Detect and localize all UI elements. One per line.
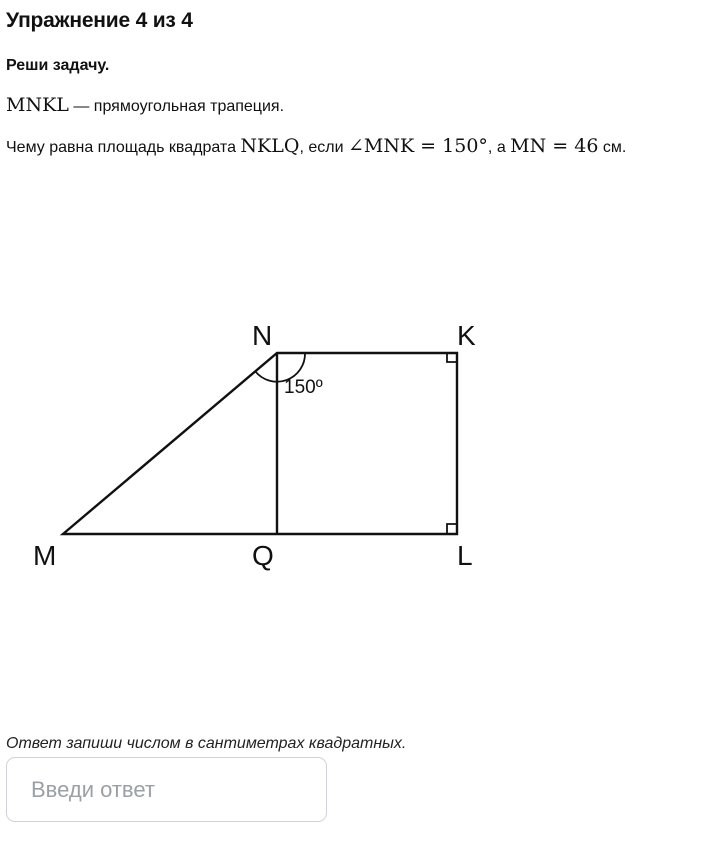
label-k: K: [457, 320, 476, 351]
label-q: Q: [252, 540, 274, 571]
exercise-title: Упражнение 4 из 4: [6, 9, 193, 32]
answer-field[interactable]: [6, 757, 327, 822]
question-text-and: , а: [487, 139, 511, 156]
right-angle-marker-k: [447, 353, 457, 362]
label-l: L: [457, 540, 473, 571]
trapezoid-figure: [0, 300, 714, 590]
task-instruction: Реши задачу.: [6, 57, 110, 74]
label-m: M: [33, 540, 57, 571]
unit-text: см.: [598, 139, 627, 156]
answer-input[interactable]: [7, 758, 326, 821]
question-text-if: , если: [299, 139, 348, 156]
angle-condition: ∠MNK = 150°: [347, 135, 488, 157]
side-condition: MN = 46: [510, 135, 599, 157]
answer-hint: Ответ запиши числом в сантиметрах квадратных.: [6, 735, 407, 752]
task-question: [6, 135, 626, 157]
task-statement: [6, 94, 284, 116]
label-n: N: [252, 320, 273, 351]
right-angle-marker-l: [447, 524, 457, 534]
square-name: NKLQ: [240, 135, 300, 157]
trapezoid-outline: [63, 353, 457, 534]
trapezoid-name: MNKL: [6, 94, 69, 116]
statement-text: — прямоугольная трапеция.: [68, 98, 285, 115]
angle-value-label: 150º: [284, 377, 323, 398]
question-text-start: Чему равна площадь квадрата: [6, 139, 241, 156]
